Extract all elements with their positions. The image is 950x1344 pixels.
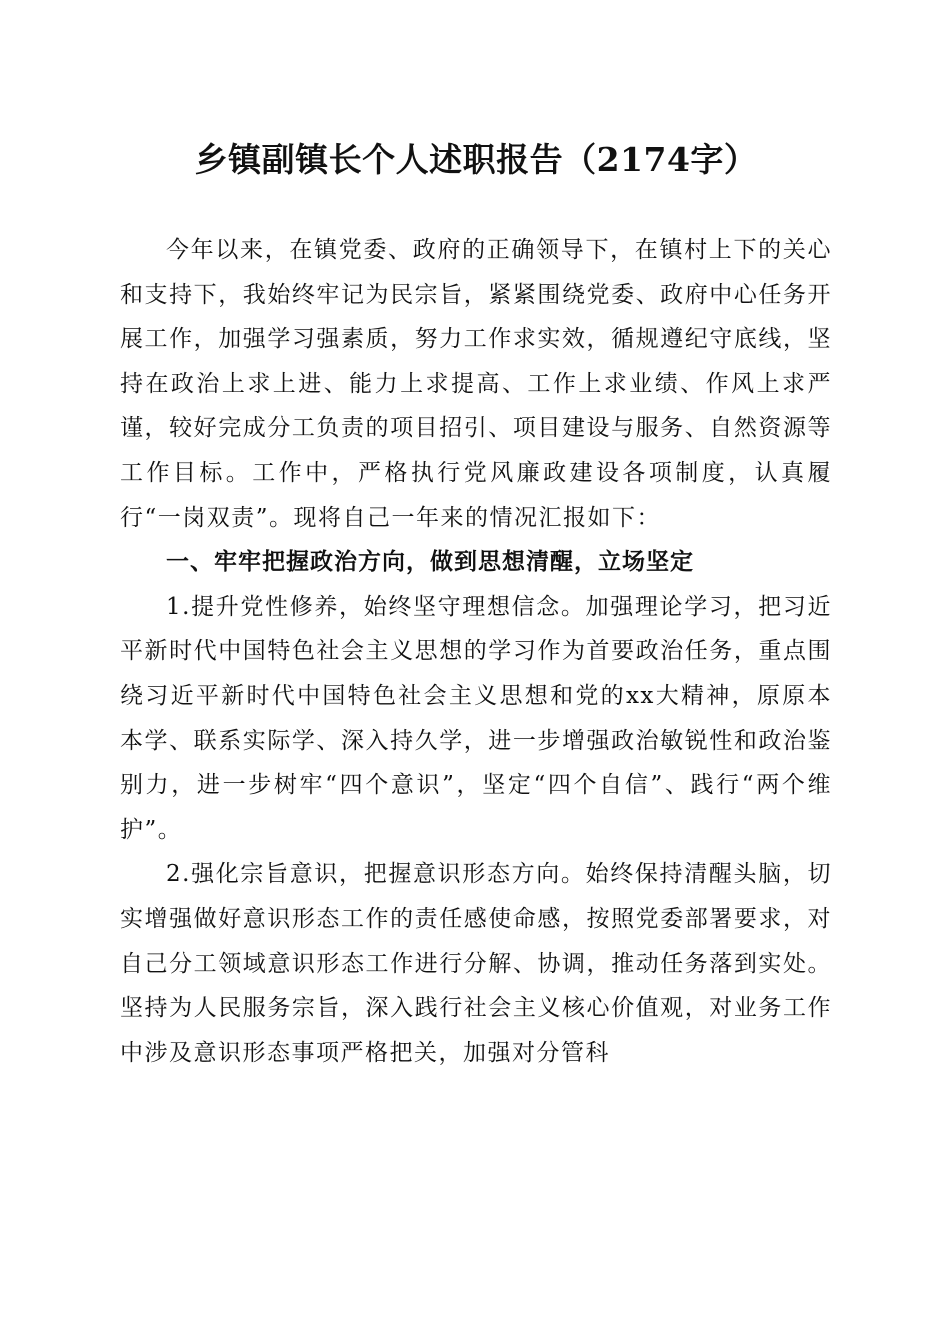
document-title: 乡镇副镇长个人述职报告（2174字）: [194, 140, 758, 179]
section-heading: 一、牢牢把握政治方向，做到思想清醒，立场坚定: [166, 549, 694, 576]
document-page: [120, 0, 832, 1344]
document-body: [120, 228, 832, 1075]
section-item-2: 2.强化宗旨意识，把握意识形态方向。始终保持清醒头脑，切实增强做好意识形态工作的责任感使命感，按照党委部署要求，对自己分工领域意识形态工作进行分解、协调，推动任务落到实处。坚持为人民服务宗旨，深入践行社会主义核心价值观，对业务工作中涉及意识形态事项严格把关，加强对分管科: [120, 861, 832, 1066]
intro-paragraph: 今年以来，在镇党委、政府的正确领导下，在镇村上下的关心和支持下，我始终牢记为民宗旨，紧紧围绕党委、政府中心任务开展工作，加强学习强素质，努力工作求实效，循规遵纪守底线，坚持在政治上求上进、能力上求提高、工作上求业绩、作风上求严谨，较好完成分工负责的项目招引、项目建设与服务、自然资源等工作目标。工作中，严格执行党风廉政建设各项制度，认真履行“一岗双责”。现将自己一年来的情况汇报如下：: [120, 237, 832, 531]
section-item-1: 1.提升党性修养，始终坚守理想信念。加强理论学习，把习近平新时代中国特色社会主义思想的学习作为首要政治任务，重点围绕习近平新时代中国特色社会主义思想和党的xx大精神，原原本本学、联系实际学、深入持久学，进一步增强政治敏锐性和政治鉴别力，进一步树牢“四个意识”，坚定“四个自信”、践行“两个维护”。: [120, 593, 832, 843]
